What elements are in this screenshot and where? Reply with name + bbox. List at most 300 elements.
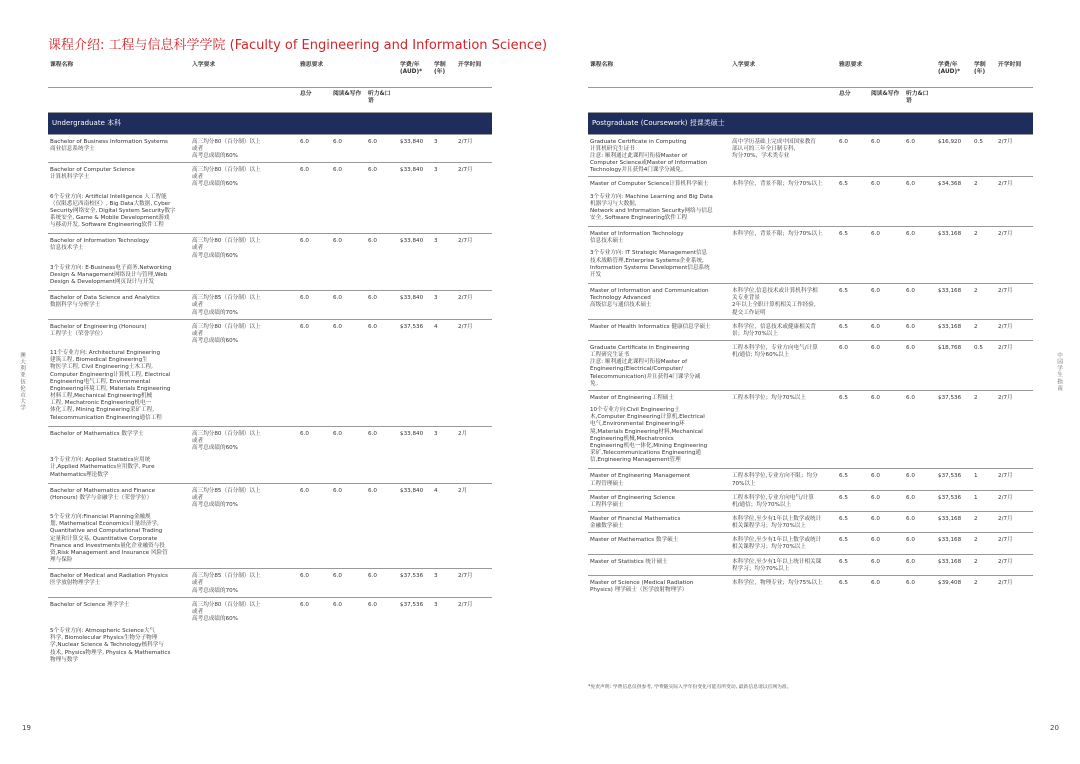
tuition-fee: $37,536 — [400, 573, 424, 580]
ielts-reading-writing: 6.0 — [871, 473, 880, 480]
intake: 2/7月 — [458, 167, 473, 174]
table-row — [588, 490, 1033, 511]
duration: 3 — [434, 238, 438, 245]
ielts-listening-speaking: 6.0 — [906, 537, 915, 544]
requirement-line: 高考总成绩的70% — [192, 309, 238, 316]
duration: 2 — [974, 537, 978, 544]
table-row — [588, 511, 1033, 532]
course-line: Master of Engineering Management — [590, 473, 691, 480]
ielts-listening-speaking: 6.0 — [906, 345, 915, 352]
duration: 3 — [434, 295, 438, 302]
requirement-line: 高三均分80（百分制）以上 — [192, 430, 261, 437]
specialisation-line: 安全, Software Engineering软件工程 — [590, 214, 688, 221]
table-row — [588, 227, 1033, 248]
entry-requirement — [730, 533, 837, 554]
entry-requirement — [190, 291, 298, 319]
page-number-left: 19 — [22, 724, 31, 732]
entry-requirement — [730, 177, 837, 191]
intake: 2/7月 — [998, 138, 1013, 145]
ielts-reading-writing: 6.0 — [871, 558, 880, 565]
specialisation-line: Engineering环境工程, Materials Engineering — [50, 385, 171, 392]
course-name — [588, 284, 730, 320]
section-title: Undergraduate 本科 — [48, 112, 492, 134]
requirement-line: 高三均分80（百分制）以上 — [192, 138, 261, 145]
specialisation-line: 划, Mathematical Economics计量经济学, — [50, 521, 159, 528]
specialisation-line: Computer Engineering计算机工程, Electrical — [50, 371, 171, 378]
specialisation-row — [588, 404, 1033, 469]
specialisation-row — [588, 191, 1033, 227]
ielts-reading-writing: 6.0 — [871, 515, 880, 522]
specialisation-line: 材料工程,Mechanical Engineering机械 — [50, 393, 153, 400]
subheader-blank — [48, 87, 190, 112]
course-line: Technology Advanced — [590, 295, 651, 302]
course-line: 商业信息系统学士 — [50, 145, 95, 152]
course-line: 信息技术学士 — [50, 245, 84, 252]
spec-blank — [190, 511, 492, 569]
specialisations — [588, 191, 730, 227]
specialisation-line: 6个专业方向: Artificial Intelligence 人工智能 — [50, 193, 167, 200]
entry-requirement — [730, 511, 837, 532]
intake: 2/7月 — [998, 558, 1013, 565]
duration: 2 — [974, 558, 978, 565]
tuition-fee: $33,168 — [938, 288, 962, 295]
ielts-reading-writing: 6.0 — [871, 288, 880, 295]
ielts-overall: 6.0 — [300, 601, 309, 608]
intake: 2月 — [458, 487, 468, 494]
course-line: Master of Statistics 统计硕士 — [590, 558, 668, 565]
course-line: Master of Mathematics 数学硕士 — [590, 537, 679, 544]
specialisation-line: Security网络安全, Digital System Security数字 — [50, 207, 176, 214]
ielts-listening-speaking: 6.0 — [906, 579, 915, 586]
intake: 2/7月 — [458, 238, 473, 245]
specialisation-line: 3个专业方向: E-Business电子商务,Networking — [50, 264, 172, 271]
requirement-line: 相关课程学习；均分70%以上 — [732, 523, 806, 530]
header-reading-writing: 阅读&写作 — [331, 87, 366, 112]
requirement-line: 高考总成绩的60% — [192, 338, 238, 345]
tuition-fee: $37,536 — [938, 494, 962, 501]
ielts-listening-speaking: 6.0 — [368, 323, 377, 330]
course-line: Bachelor of Mathematics and Finance — [50, 487, 156, 494]
specialisation-line: 定量和计算交易, Quantitative Corporate — [50, 535, 158, 542]
course-line: 医学放射物理学学士 — [50, 580, 101, 587]
entry-requirement — [730, 284, 837, 320]
ielts-overall: 6.0 — [300, 295, 309, 302]
ielts-overall: 6.5 — [839, 579, 848, 586]
duration: 3 — [434, 138, 438, 145]
specialisation-row — [48, 454, 492, 483]
entry-requirement — [730, 554, 837, 575]
specialisation-line: Design & Management网络设计与管理,Web — [50, 271, 168, 278]
intake: 2/7月 — [998, 579, 1013, 586]
entry-requirement — [190, 426, 298, 454]
specialisation-line: 物医学工程, Civil Engineering土木工程, — [50, 364, 153, 371]
course-line: Graduate Certificate in Computing — [590, 138, 687, 145]
spec-blank — [190, 262, 492, 291]
specialisation-line: 电气,Environmental Engineering环 — [590, 421, 685, 428]
course-line: 计算机研究生证书 — [590, 145, 635, 152]
specialisation-line: 技术战略管理,Enterprise Systems企业系统, — [590, 257, 704, 264]
undergraduate-table — [48, 58, 492, 668]
specialisation-line: 建筑工程, Biomedical Engineering生 — [50, 357, 148, 364]
entry-requirement — [190, 569, 298, 597]
tuition-fee: $16,920 — [938, 138, 962, 145]
header-reading-writing: 阅读&写作 — [869, 87, 904, 112]
intake: 2/7月 — [998, 288, 1013, 295]
entry-requirement — [190, 134, 298, 162]
requirement-line: 本科学位,至少有1年以上数学或统计 — [732, 537, 822, 544]
specialisation-line: 系统安全, Game & Mobile Development游戏 — [50, 214, 170, 221]
duration: 2 — [974, 288, 978, 295]
duration: 1 — [974, 473, 978, 480]
course-line: Bachelor of Mathematics 数学学士 — [50, 430, 144, 437]
course-line: 数据科学与分析学士 — [50, 302, 101, 309]
specialisations — [48, 625, 190, 668]
tuition-fee: $39,408 — [938, 579, 962, 586]
specialisation-line: Information Systems Development信息系统 — [590, 264, 710, 271]
header-course: 课程名称 — [588, 58, 730, 87]
specialisation-line: 木,Computer Engineering计算机,Electrical — [590, 414, 705, 421]
requirement-line: 工程本科学位,专业方向不限；均分 — [732, 473, 818, 480]
ielts-listening-speaking: 6.0 — [368, 430, 377, 437]
specialisation-line: 工程, Mechatronic Engineering机电一 — [50, 400, 152, 407]
requirement-line: 提交工作证明 — [732, 309, 766, 316]
side-label-left: 澳大利亚伍伦贡大学 — [19, 352, 25, 412]
section-row — [588, 112, 1033, 134]
ielts-reading-writing: 6.0 — [871, 323, 880, 330]
ielts-listening-speaking: 6.0 — [906, 323, 915, 330]
requirement-line: 高考总成绩的60% — [192, 445, 238, 452]
specialisation-line: 物理与数学 — [50, 656, 78, 663]
course-name — [588, 227, 730, 248]
table-row — [588, 341, 1033, 391]
ielts-overall: 6.0 — [839, 138, 848, 145]
requirement-line: 本科学位，背景不限；均分70%以上 — [732, 181, 823, 188]
ielts-listening-speaking: 6.0 — [906, 288, 915, 295]
ielts-overall: 6.0 — [300, 138, 309, 145]
entry-requirement — [190, 483, 298, 511]
requirement-line: 或者 — [192, 330, 204, 337]
requirement-line: 高考总成绩的70% — [192, 501, 238, 508]
intake: 2/7月 — [998, 345, 1013, 352]
course-line: Bachelor of Information Technology — [50, 238, 150, 245]
course-line: Graduate Certificate in Engineering — [590, 345, 690, 352]
course-name — [588, 469, 730, 490]
requirement-line: 高考总成绩的60% — [192, 181, 238, 188]
course-line: Master of Information and Communication — [590, 288, 709, 295]
table-row — [48, 483, 492, 511]
header-intake: 开学时间 — [456, 58, 492, 87]
header-fee: 学费/年 (AUD)* — [398, 58, 432, 87]
course-name — [588, 554, 730, 575]
side-label-right: 中国学生指南 — [1056, 352, 1062, 392]
specialisations — [48, 511, 190, 569]
subheader-blank — [972, 87, 996, 112]
tuition-fee: $33,840 — [400, 167, 424, 174]
ielts-reading-writing: 6.0 — [871, 394, 880, 401]
specialisation-line: Engineering机械,Mechatronics — [590, 435, 674, 442]
table-row — [48, 319, 492, 347]
ielts-overall: 6.0 — [300, 323, 309, 330]
course-name — [48, 134, 190, 162]
tuition-fee: $33,168 — [938, 537, 962, 544]
ielts-listening-speaking: 6.0 — [906, 394, 915, 401]
header-entry-req: 入学要求 — [730, 58, 837, 87]
specialisation-row — [48, 262, 492, 291]
requirement-line: 高三均分85（百分制）以上 — [192, 487, 261, 494]
requirement-line: 或者 — [192, 494, 204, 501]
course-name — [48, 163, 190, 191]
course-name — [48, 569, 190, 597]
ielts-overall: 6.5 — [839, 323, 848, 330]
ielts-reading-writing: 6.0 — [333, 573, 342, 580]
course-line: 高级信息与通信技术硕士 — [590, 302, 652, 309]
ielts-reading-writing: 6.0 — [871, 579, 880, 586]
entry-requirement — [730, 490, 837, 511]
header-row — [48, 58, 492, 87]
header-overall: 总分 — [837, 87, 869, 112]
requirement-line: 或者 — [192, 174, 204, 181]
tuition-fee: $33,168 — [938, 231, 962, 238]
specialisation-line: 11个专业方向: Architectural Engineering — [50, 350, 160, 357]
postgraduate-table — [588, 58, 1033, 596]
specialisation-line: 科学, Biomolecular Physics生物分子物理 — [50, 635, 158, 642]
course-line: 工程研究生证书 — [590, 352, 630, 359]
subheader-blank — [190, 87, 298, 112]
header-row — [588, 58, 1033, 87]
specialisation-line: Engineering机电一体化,Mining Engineering — [590, 442, 708, 449]
requirement-line: 高考总成绩的60% — [192, 616, 238, 623]
requirement-line: 均分70%，学术类专业 — [732, 152, 790, 159]
duration: 4 — [434, 323, 438, 330]
ielts-reading-writing: 6.0 — [333, 138, 342, 145]
course-line: 工程管理硕士 — [590, 480, 624, 487]
ielts-reading-writing: 6.0 — [871, 537, 880, 544]
ielts-listening-speaking: 6.0 — [368, 167, 377, 174]
tuition-fee: $33,168 — [938, 558, 962, 565]
course-line: 注意: 顺利通过此课程可衔接Master of — [590, 152, 688, 159]
table-row — [588, 533, 1033, 554]
requirement-line: 高考总成绩的70% — [192, 587, 238, 594]
table-row — [48, 597, 492, 625]
tuition-fee: $33,168 — [938, 515, 962, 522]
specialisation-line: 机器学习与大数据, — [590, 200, 637, 207]
requirement-line: 或者 — [192, 245, 204, 252]
specialisation-line: 体化工程, Mining Engineering采矿工程, — [50, 407, 155, 414]
course-line: Bachelor of Business Information Systems — [50, 138, 168, 145]
tuition-fee: $33,840 — [400, 430, 424, 437]
specialisation-row — [48, 511, 492, 569]
ielts-overall: 6.5 — [839, 181, 848, 188]
course-name — [588, 319, 730, 340]
intake: 2/7月 — [998, 394, 1013, 401]
requirement-line: 本科学位，物理专业；均分75%以上 — [732, 579, 823, 586]
course-line: (Honours) 数学与金融学士（荣誉学位） — [50, 494, 153, 501]
table-row — [48, 426, 492, 454]
entry-requirement — [730, 469, 837, 490]
specialisation-line: 3个专业方向: IT Strategic Management信息 — [590, 250, 708, 257]
requirement-line: 或者 — [192, 302, 204, 309]
requirement-line: 本科学位,信息技术或计算机科学相 — [732, 288, 818, 295]
ielts-overall: 6.5 — [839, 288, 848, 295]
spec-blank — [190, 625, 492, 668]
duration: 2 — [974, 323, 978, 330]
course-line: Engineering(Electrical/Computer/ — [590, 366, 684, 373]
ielts-reading-writing: 6.0 — [333, 601, 342, 608]
intake: 2/7月 — [998, 494, 1013, 501]
specialisation-line: Finance and Investments量化企业融资与投 — [50, 542, 165, 549]
table-row — [48, 569, 492, 597]
ielts-overall: 6.5 — [839, 494, 848, 501]
header-listening-speaking: 听力&口语 — [366, 87, 398, 112]
duration: 4 — [434, 487, 438, 494]
course-line: Physics) 理学硕士（医学放射物理学） — [590, 587, 688, 594]
header-entry-req: 入学要求 — [190, 58, 298, 87]
course-name — [588, 341, 730, 391]
specialisation-line: 境,Materials Engineering材料,Mechanical — [590, 428, 703, 435]
header-course: 课程名称 — [48, 58, 190, 87]
table-row — [588, 134, 1033, 177]
course-line: 信息技术硕士 — [590, 238, 624, 245]
ielts-overall: 6.5 — [839, 394, 848, 401]
intake: 2/7月 — [998, 181, 1013, 188]
requirement-line: 高中学历基础上完成中国国家教育 — [732, 138, 816, 145]
duration: 2 — [974, 394, 978, 401]
requirement-line: 关专业背景 — [732, 295, 760, 302]
requirement-line: 工程本科学位，专业方向电气/计算 — [732, 345, 818, 352]
table-row — [588, 390, 1033, 404]
requirement-line: 高三均分80（百分制）以上 — [192, 238, 261, 245]
requirement-line: 部认可的三年全日制专科， — [732, 145, 800, 152]
specialisation-line: 理与保险 — [50, 557, 73, 564]
tuition-fee: $34,368 — [938, 181, 962, 188]
entry-requirement — [730, 341, 837, 391]
specialisations — [48, 191, 190, 234]
specialisation-line: 学,Nuclear Science & Technology核科学与 — [50, 642, 164, 649]
requirement-line: 高三均分80（百分制）以上 — [192, 167, 261, 174]
intake: 2/7月 — [998, 231, 1013, 238]
ielts-reading-writing: 6.0 — [871, 181, 880, 188]
tuition-fee: $33,840 — [400, 238, 424, 245]
section-row — [48, 112, 492, 134]
ielts-reading-writing: 6.0 — [333, 430, 342, 437]
course-line: Technology并且获得4门课学分减免。 — [590, 167, 687, 174]
specialisation-line: Network and Information Security网络与信息 — [590, 207, 713, 214]
table-row — [48, 291, 492, 319]
subheader-blank — [936, 87, 972, 112]
spec-blank — [190, 347, 492, 426]
requirement-line: 机/通信；均分70%以上 — [732, 501, 792, 508]
course-name — [588, 177, 730, 191]
table-row — [48, 234, 492, 262]
ielts-reading-writing: 6.0 — [333, 167, 342, 174]
subheader-blank — [996, 87, 1033, 112]
intake: 2/7月 — [458, 573, 473, 580]
subheader-row — [588, 87, 1033, 112]
table-row — [588, 554, 1033, 575]
subheader-row — [48, 87, 492, 112]
duration: 2 — [974, 181, 978, 188]
specialisations — [48, 262, 190, 291]
spec-blank — [730, 404, 1033, 469]
entry-requirement — [730, 575, 837, 596]
course-line: Master of Engineering Science — [590, 494, 676, 501]
requirement-line: 景；均分70%以上 — [732, 330, 778, 337]
duration: 0.5 — [974, 345, 983, 352]
course-line: Master of Engineering工程硕士 — [590, 394, 674, 401]
intake: 2/7月 — [458, 601, 473, 608]
specialisation-line: 5个专业方向: Atmospheric Science大气 — [50, 628, 156, 635]
course-line: Master of Health Informatics 健康信息学硕士 — [590, 323, 711, 330]
specialisation-line: 10个专业方向:Civil Engineering土 — [590, 407, 680, 414]
specialisation-row — [48, 347, 492, 426]
ielts-listening-speaking: 6.0 — [906, 181, 915, 188]
requirement-line: 或者 — [192, 608, 204, 615]
course-name — [48, 319, 190, 347]
ielts-listening-speaking: 6.0 — [368, 601, 377, 608]
specialisation-line: 开发 — [590, 271, 602, 278]
specialisations — [588, 404, 730, 469]
requirement-line: 机/通信; 均分60%以上 — [732, 352, 790, 359]
requirement-line: 高考总成绩的60% — [192, 252, 238, 259]
ielts-reading-writing: 6.0 — [333, 323, 342, 330]
tuition-fee: $33,840 — [400, 138, 424, 145]
tuition-fee: $37,536 — [400, 601, 424, 608]
course-name — [588, 575, 730, 596]
course-line: Bachelor of Data Science and Analytics — [50, 295, 160, 302]
ielts-listening-speaking: 6.0 — [368, 487, 377, 494]
requirement-line: 高三均分80（百分制）以上 — [192, 601, 261, 608]
header-overall: 总分 — [298, 87, 331, 112]
entry-requirement — [730, 134, 837, 177]
course-name — [588, 390, 730, 404]
specialisations — [48, 454, 190, 483]
ielts-overall: 6.0 — [839, 345, 848, 352]
specialisation-line: Engineering电气工程, Environmental — [50, 378, 151, 385]
requirement-line: 本科学位,至少有1年以上数学或统计 — [732, 515, 822, 522]
table-row — [48, 134, 492, 162]
spec-blank — [190, 454, 492, 483]
header-ielts: 雅思要求 — [837, 58, 936, 87]
duration: 3 — [434, 601, 438, 608]
entry-requirement — [730, 319, 837, 340]
table-row — [588, 469, 1033, 490]
specialisation-line: 技术, Physics物理学, Physics & Mathematics — [50, 649, 171, 656]
header-ielts: 雅思要求 — [298, 58, 398, 87]
requirement-line: 70%以上 — [732, 480, 756, 487]
specialisation-line: Telecommunication Engineering通信工程 — [50, 414, 162, 421]
specialisation-line: Mathematics理论数学 — [50, 471, 109, 478]
intake: 2/7月 — [998, 515, 1013, 522]
specialisation-line: 与移动开发, Software Engineering软件工程 — [50, 222, 164, 229]
intake: 2/7月 — [998, 537, 1013, 544]
course-line: Bachelor of Science 理学学士 — [50, 601, 130, 608]
duration: 2 — [974, 231, 978, 238]
entry-requirement — [190, 234, 298, 262]
course-name — [588, 511, 730, 532]
course-line: 工程学士（荣誉学位） — [50, 330, 106, 337]
ielts-reading-writing: 6.0 — [333, 295, 342, 302]
course-line: 金融数学硕士 — [590, 523, 624, 530]
table-row — [48, 163, 492, 191]
specialisation-row — [48, 625, 492, 668]
spec-blank — [730, 247, 1033, 283]
requirement-line: 高三均分85（百分制）以上 — [192, 573, 261, 580]
entry-requirement — [190, 597, 298, 625]
table-row — [588, 575, 1033, 596]
header-duration: 学制 (年) — [972, 58, 996, 87]
course-line: Master of Science (Medical Radiation — [590, 579, 694, 586]
ielts-overall: 6.5 — [839, 231, 848, 238]
